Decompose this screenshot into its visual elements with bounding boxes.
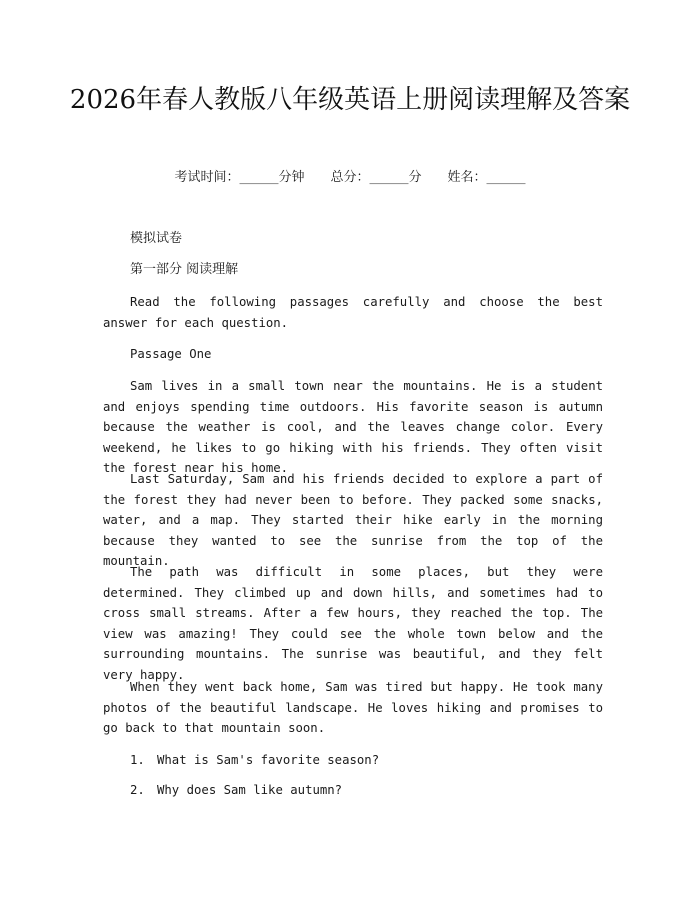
passage-title: Passage One (130, 347, 212, 361)
exam-time-field: 考试时间：______分钟 (174, 170, 305, 185)
exam-name-field: 姓名：______ (447, 170, 526, 185)
exam-info (0, 168, 700, 188)
question-text: What is Sam's favorite season? (157, 753, 380, 767)
question-text: Why does Sam like autumn? (157, 783, 343, 797)
passage-paragraph-3: The path was difficult in some places, but they were determined. They climbed up and down hills, and sometimes had to cross small streams. After a few hours, they reached the top. The view was amazing! They could see the whole town below and the surrounding mountains. The sunrise was beautiful, and they felt very happy. (103, 565, 603, 682)
instructions-text: Read the following passages carefully and choose the best answer for each question. (103, 295, 603, 330)
question-item (130, 780, 342, 800)
question-number: 2. (130, 783, 145, 797)
passage-paragraph-1: Sam lives in a small town near the mountains. He is a student and enjoys spending time outdoors. His favorite season is autumn because the weather is cool, and the leaves change color. Every weekend, he likes to go hiking with his friends. They often visit the forest near his home. (103, 379, 603, 476)
part-heading: 第一部分 阅读理解 (130, 262, 239, 277)
question-number: 1. (130, 753, 145, 767)
question-item (130, 750, 379, 770)
passage-paragraph-4: When they went back home, Sam was tired but happy. He took many photos of the beautiful landscape. He loves hiking and promises to go back to that mountain soon. (103, 680, 603, 736)
section-label: 模拟试卷 (130, 231, 183, 246)
exam-score-field: 总分：______分 (330, 170, 422, 185)
passage-paragraph-2: Last Saturday, Sam and his friends decided to explore a part of the forest they had never been to before. They packed some snacks, water, and a map. They started their hike early in the morning because they wanted to see the sunrise from the top of the mountain. (103, 472, 603, 569)
document-title: 2026年春人教版八年级英语上册阅读理解及答案 (69, 85, 631, 115)
